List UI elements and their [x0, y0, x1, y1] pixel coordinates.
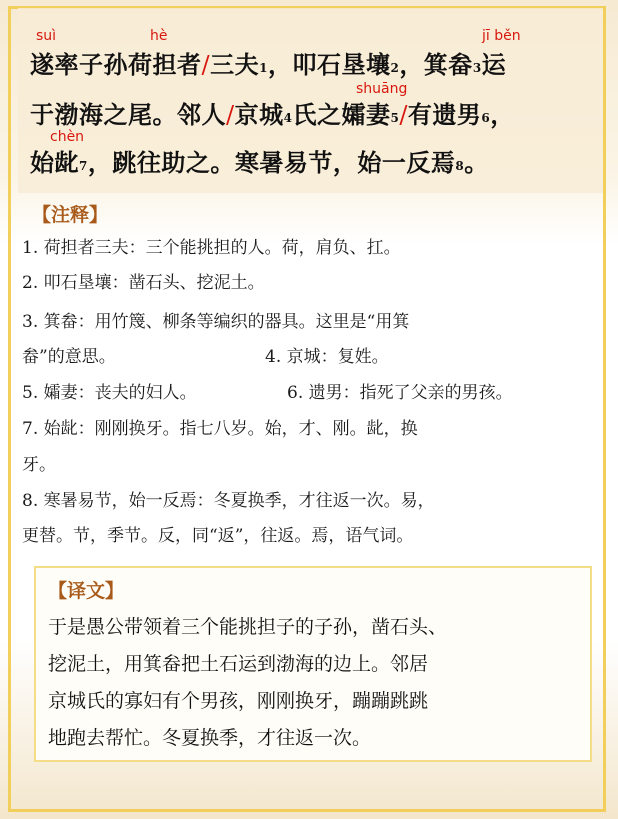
note-ref: 8	[455, 159, 465, 173]
passage-text: 三夫	[210, 50, 260, 79]
pinyin-shuang: shuāng	[356, 81, 408, 97]
note-ref: 7	[79, 159, 88, 173]
pause-mark: /	[399, 101, 408, 129]
passage-text: ，箕畚	[399, 50, 473, 79]
translation-line: 于是愚公带领着三个能挑担子的子孙，凿石头、	[48, 616, 448, 638]
pause-mark: /	[201, 51, 211, 79]
passage-text: ，叩石垦壤	[267, 50, 391, 79]
note-item: 6. 遗男：指死了父亲的男孩。	[287, 383, 513, 403]
note-item: 牙。	[22, 455, 56, 475]
note-ref: 3	[472, 61, 482, 75]
passage-text: 京城	[234, 100, 284, 129]
note-item: 8. 寒暑易节，始一反焉：冬夏换季，才往返一次。易，	[22, 491, 435, 511]
pause-mark: /	[226, 101, 235, 129]
passage-text: 于渤海之尾。邻人	[30, 100, 226, 129]
note-item: 4. 京城：复姓。	[265, 347, 389, 367]
note-ref: 2	[390, 61, 400, 75]
passage-text: 氏之孀妻	[292, 100, 391, 129]
passage-text: 运	[481, 50, 507, 79]
note-ref: 4	[283, 111, 293, 125]
translation-line: 挖泥土，用箕畚把土石运到渤海的边上。邻居	[48, 653, 429, 675]
passage-line-1	[30, 50, 506, 84]
translation-line: 地跑去帮忙。冬夏换季，才往返一次。	[48, 727, 372, 749]
translation-title: 【译文】	[48, 580, 125, 602]
passage-text: 始龀	[30, 148, 79, 177]
note-item: 2. 叩石垦壤：凿石头、挖泥土。	[22, 273, 265, 293]
note-ref: 6	[481, 111, 491, 125]
note-item: 3. 箕畚：用竹篾、柳条等编织的器具。这里是“用箕	[22, 312, 410, 332]
passage-text: ，	[490, 100, 515, 129]
note-item: 5. 孀妻：丧夫的妇人。	[22, 383, 197, 403]
pinyin-he: hè	[150, 28, 168, 44]
passage-line-3	[30, 148, 489, 182]
passage-text: 有遗男	[407, 100, 482, 129]
passage-text: 。	[464, 148, 489, 177]
note-item: 畚”的意思。	[22, 347, 116, 367]
note-item: 1. 荷担者三夫：三个能挑担的人。荷，肩负、扛。	[22, 238, 401, 258]
pinyin-ji-ben: jī běn	[482, 28, 521, 44]
pinyin-sui: suì	[36, 28, 57, 44]
note-item: 7. 始龀：刚刚换牙。指七八岁。始，才、刚。龀，换	[22, 419, 418, 439]
passage-line-2	[30, 100, 515, 134]
translation-line: 京城氏的寡妇有个男孩，刚刚换牙，蹦蹦跳跳	[48, 690, 429, 712]
passage-text: 遂率子孙荷担者	[30, 50, 202, 79]
note-item: 更替。节，季节。反，同“返”，往返。焉，语气词。	[22, 526, 414, 546]
notes-title: 【注释】	[32, 204, 109, 226]
passage-text: ，跳往助之。寒暑易节，始一反焉	[87, 148, 456, 177]
note-ref: 1	[259, 61, 268, 75]
pinyin-chen: chèn	[50, 129, 85, 145]
note-ref: 5	[390, 111, 400, 125]
